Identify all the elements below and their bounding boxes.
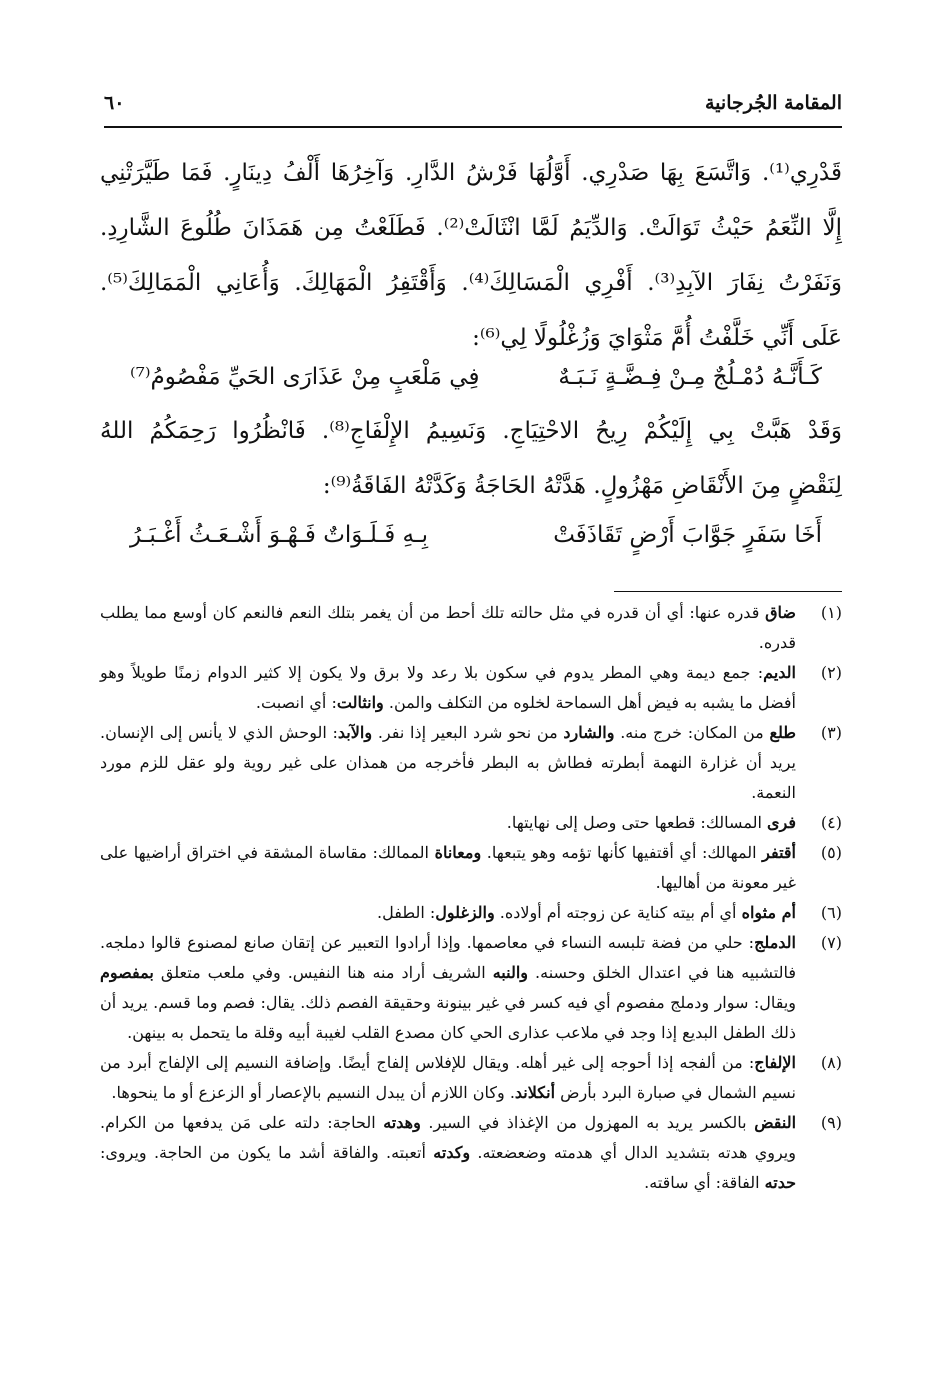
page-header [104,92,842,126]
footnote-text: أي أم بيته كناية عن زوجته أم أولاده. [499,903,737,922]
header-rule [104,126,842,128]
footnote-text: : حلي من فضة تلبسه النساء في معاصمها. وإذا أرادوا التعبير عن إتقان صانع لمصنوع قالوا دملجه. فالتشبيه هنا في اعتدال الخلق وحسنه. [100,933,796,982]
footnote-8 [100,1048,842,1108]
footnote-term: أم مثواه [741,903,796,922]
footnote-text: : جمع ديمة وهي المطر يدوم في سكون بلا رعد ولا برق ولا يكون إلا كثير الدوام زمنًا طويلاً وهو أفضل ما يشبه به فيض أهل السماحة لخلوه من التكلف والمن. [100,663,796,712]
footnote-text: : الوحش الذي لا يأنس إلى الإنسان. يريد أن غزارة النهمة أبطرته فطاش به البطر فأخرجه من همذان على غير روية ولو عقل للزم مورد النعمة. [100,723,796,802]
footnote-term: والآبد [337,723,373,742]
verse-2-first-hemistich: أَخَا سَفَرٍ جَوَّابَ أَرْضٍ تَقَاذَفَتْ [553,522,822,548]
footnote-text: الحاجة: دلته على مَن يدفعها من الكرام. ويروي هدته بتشديد الدال أي هدمته وضعضعته. [100,1113,796,1162]
text-line: إِلَّا النِّعَمُ حَيْثُ تَوَالَتْ. وَالدِّيَمُ لَمَّا انْثَالَتْ⁽²⁾. فَطَلَعْتُ مِن هَمَذَانَ طُلُوعَ الشَّارِدِ. [100,215,843,241]
verse-1-second-hemistich: فِي مَلْعَبٍ مِنْ عَذَارَى الحَيِّ مَفْصُومُ⁽⁷⁾ [130,364,480,390]
footnote-number: (٨) [820,1053,842,1072]
footnote-term: ومعاناة [434,843,482,862]
footnote-number: (٢) [820,663,842,682]
verse-2 [100,508,842,563]
footnote-2 [100,658,842,718]
footnote-term: حدته [764,1173,796,1192]
footnote-1 [100,598,842,658]
footnote-7 [100,928,842,1048]
footnote-number: (٣) [820,723,842,742]
footnote-3 [100,718,842,808]
footnote-term: وهدته [383,1113,421,1132]
footnote-term: والنبه [492,963,528,982]
footnote-6 [100,898,842,928]
verse-1-first-hemistich: كَـأَنَّـهُ دُمْـلُجٌ مِـنْ فِـضَّـةٍ نَـبَـهٌ [558,364,822,390]
text-line: وَنَفَرْتُ نِفَارَ الآبِدِ⁽³⁾. أَفْرِي الْمَسَالِكَ⁽⁴⁾. وَأَقْتَفِرُ الْمَهَالِكَ. وَأُعَانِي الْمَمَالِكَ⁽⁵⁾. [100,270,843,296]
text-line: لِنَقْضٍ مِنَ الأَنْقَاضِ مَهْزُولٍ. هَدَّتْهُ الحَاجَةُ وَكَدَّتْهُ الفَاقَةُ⁽⁹⁾: [322,473,842,499]
footnote-number: (٩) [820,1113,842,1132]
footnote-term: النقض [754,1113,797,1132]
footnote-text: المهالك: أي أقتفيها كأنها تؤمه وهو يتبعها. [486,843,757,862]
footnote-text: ويقال: سوار ودملج مفصوم أي فيه كسر في غير بينونة وحقيقة الفصم ذلك. يقال: فصم وما قسم. يريد أن ذلك الطفل البديع إذا وجد في ملاعب عذارى الحي كان مصدع القلب لغيبة أبيه وقلة ما يتحمل به بينهن. [100,993,796,1042]
footnote-text: : من ألفجه إذا أحوجه إلى غير أهله. ويقال للإفلاس إلفاج أيضًا. وإضافة النسيم إلى الإلفاج أبرد من نسيم الشمال في صبارة البرد بأرض [100,1053,796,1102]
footnote-number: (٤) [820,813,842,832]
footnote-term: وانثالت [336,693,384,712]
footnote-number: (٥) [820,843,842,862]
footnotes [100,598,842,1198]
main-text [100,146,842,366]
page-number: ٦٠ [104,92,125,114]
footnote-term: فرى [767,813,796,832]
footnote-text: قدره عنها: أي أن قدره في مثل حالته تلك أحط من أن يغمر بتلك النعم فالنعم كان أوسع مما يطلب قدره. [100,603,796,652]
footnote-term: والشارد [563,723,615,742]
footnote-number: (١) [820,603,842,622]
footnote-term: أنكلاند [514,1083,556,1102]
footnote-rule [614,591,842,592]
footnote-text: من نحو شرد البعير إذا نفر. [377,723,558,742]
running-title: المقامة الجُرجانية [705,92,842,114]
text-line: قَدْرِي⁽¹⁾. وَاتَّسَعَ بِهَا صَدْرِي. أَوَّلُهَا فَرْشُ الدَّارِ. وَآخِرُهَا أَلْفُ دِينَارٍ. فَمَا طَيَّرَتْنِي [100,160,842,186]
footnote-text: : أي انصبت. [255,693,337,712]
footnote-term: أقتفر [762,843,796,862]
footnote-9 [100,1108,842,1198]
verse-1 [100,350,842,405]
footnote-text: الفاقة: أي ساقته. [644,1173,760,1192]
main-text-2 [100,404,842,514]
footnote-text: بالكسر يريد به المهزول من الإغذاذ في السير. [428,1113,747,1132]
footnote-text: : الطفل. [377,903,436,922]
footnote-term: ضاق [765,603,796,622]
text-line: وَقَدْ هَبَّتْ بِي إِلَيْكُمْ رِيحُ الاحْتِيَاجِ. وَنَسِيمُ الإِلْفَاجِ⁽⁸⁾. فَانْظُرُوا رَحِمَكُمُ اللهُ [100,418,843,444]
footnote-text: من المكان: خرج منه. [620,723,764,742]
footnote-number: (٧) [820,933,842,952]
footnote-term: الإلفاج [754,1053,796,1072]
footnote-text: الممالك: مقاساة المشقة في اختراق أراضيها على غير معونة من أهاليها. [100,843,796,892]
footnote-term: الدملج [754,933,796,952]
footnote-term: الديم [763,663,796,682]
footnote-text: الشريف أراد منه هنا النفيس. وفي ملعب متعلق [160,963,486,982]
footnote-4 [100,808,842,838]
footnote-5 [100,838,842,898]
verse-2-second-hemistich: بِـهِ فَـلَـوَاتٌ فَـهْـوَ أَشْـعَـثُ أَغْـبَـرُ [130,522,429,548]
footnote-number: (٦) [820,903,842,922]
footnote-term: طلع [769,723,797,742]
footnote-term: والزغلول [435,903,495,922]
footnote-term: وكدته [433,1143,471,1162]
footnote-term: بمفصوم [100,963,154,982]
footnote-text: . وكان اللازم أن يبدل النسيم بالإعصار أو الزعزع أو ما ينحوها. [111,1083,515,1102]
text-line: عَلَى أَنِّي خَلَّفْتُ أُمَّ مَثْوَايَ وَزُغْلُولًا لِي⁽⁶⁾: [472,325,842,351]
footnote-text: أتعبته. والفاقة أشد ما يكون من الحاجة. ويروى: [100,1143,426,1162]
footnote-text: المسالك: قطعها حتى وصل إلى نهايتها. [506,813,762,832]
